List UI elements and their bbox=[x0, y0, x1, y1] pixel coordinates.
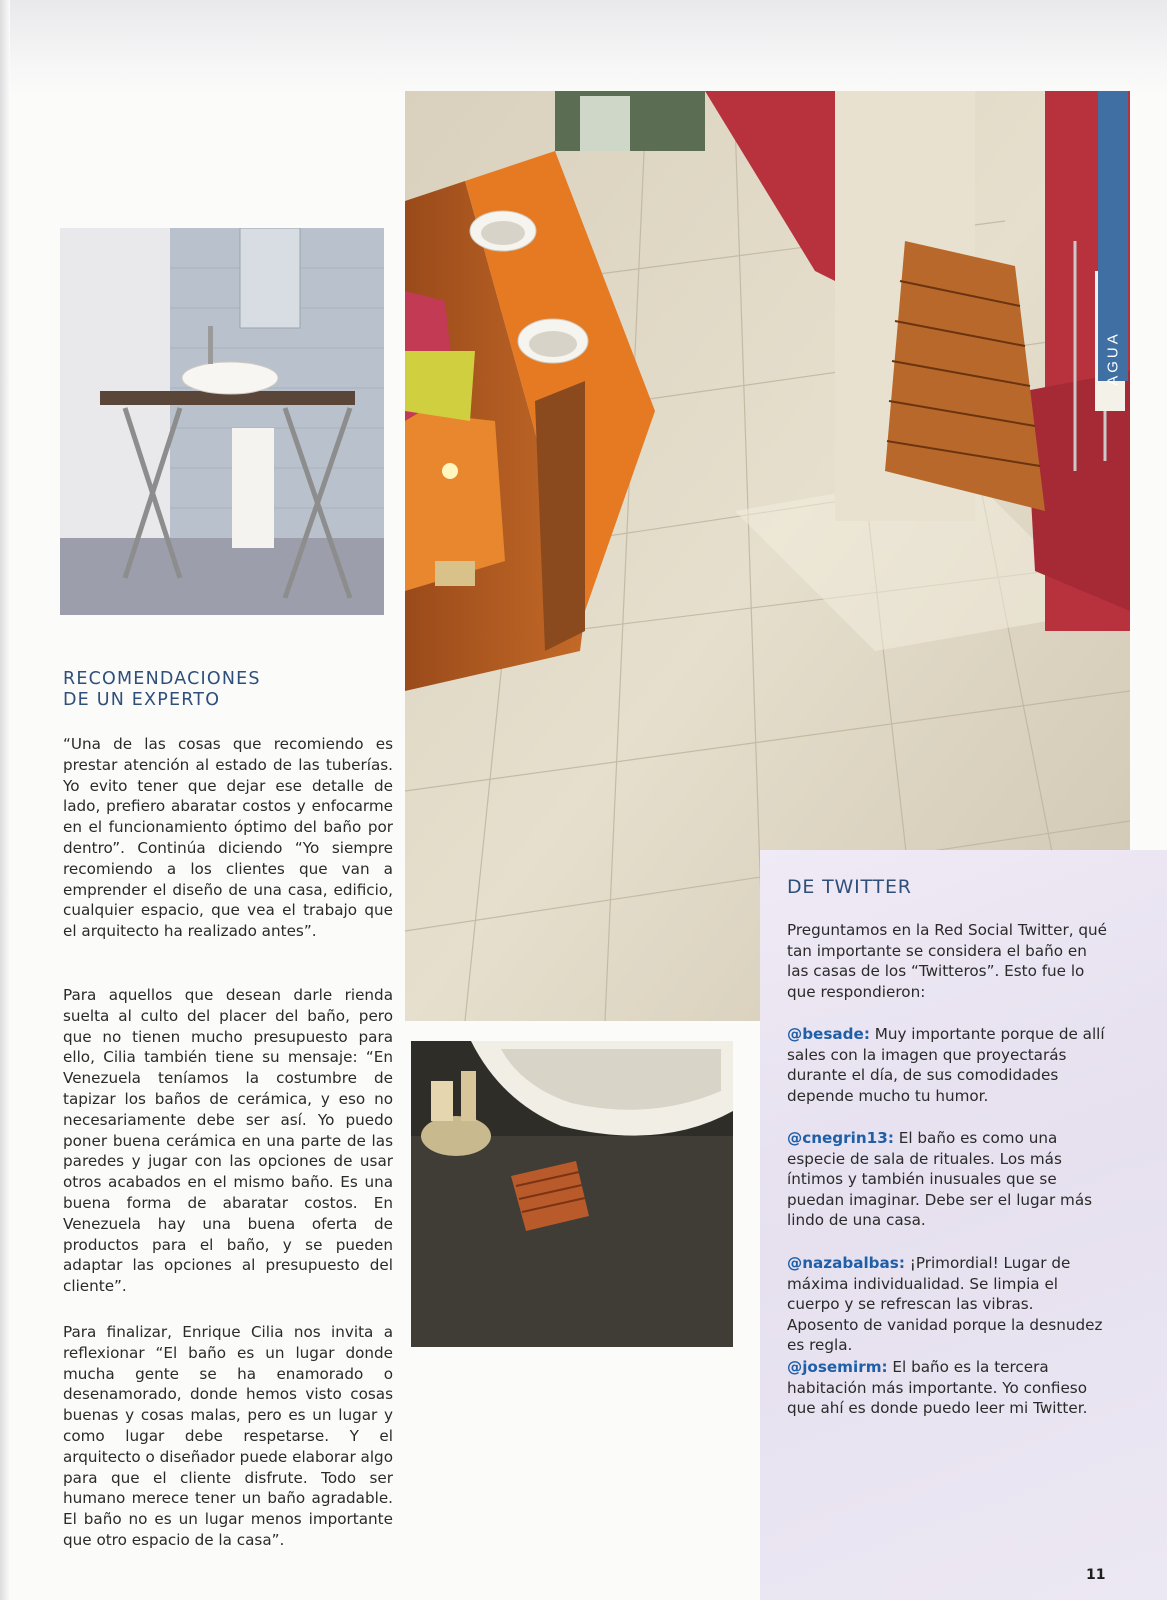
expert-heading-line2: DE UN EXPERTO bbox=[63, 690, 221, 710]
twitter-response-text: El baño es como una especie de sala de rituales. Los más íntimos y también inusuales que se puedan imaginar. Debe ser el lugar más lindo de una casa. bbox=[787, 1129, 1093, 1230]
twitter-handle: @besade: bbox=[787, 1025, 870, 1043]
twitter-response bbox=[787, 1128, 1107, 1231]
section-tab bbox=[1098, 91, 1128, 386]
twitter-response bbox=[787, 1024, 1107, 1106]
twitter-intro: Preguntamos en la Red Social Twitter, qué tan importante se considera el baño en las casas de los “Twitteros”. Esto fue lo que respondieron: bbox=[787, 921, 1107, 1001]
vanity-photo bbox=[60, 228, 384, 615]
twitter-title: DE TWITTER bbox=[787, 876, 912, 898]
twitter-handle: @cnegrin13: bbox=[787, 1129, 894, 1147]
twitter-handle: @josemirm: bbox=[787, 1358, 888, 1376]
expert-paragraph: “Una de las cosas que recomiendo es prestar atención al estado de las tuberías. Yo evito tener que dejar ese detalle de lado, prefiero abaratar costos y enfocarme en el funcionamiento óptimo del baño por dentro”. Continúa diciendo “Yo siempre recomiendo a los clientes que van a emprender el diseño de una casa, edificio, cualquier espacio, que vea el trabajo que el arquitecto ha realizado antes”. bbox=[63, 735, 393, 941]
page-top-edge bbox=[0, 0, 1167, 96]
expert-heading bbox=[63, 669, 393, 711]
bathtub-photo bbox=[411, 1041, 733, 1347]
expert-paragraph: Para aquellos que desean darle rienda suelta al culto del placer del baño, pero que no tienen mucho presupuesto para ello, Cilia también tiene su mensaje: “En Venezuela teníamos la costumbre de tapizar los baños de cerámica, y eso no necesariamente debe ser así. Yo puedo poner buena cerámica en una parte de las paredes y jugar con las opciones de usar otros acabados en el mismo baño. Es una buena forma de abaratar costos. En Venezuela hay una buena oferta de productos para el baño, y se pueden adaptar las opciones al presupuesto del cliente”. bbox=[63, 986, 393, 1296]
expert-paragraph: Para finalizar, Enrique Cilia nos invita a reflexionar “El baño es un lugar donde mucha gente se ha enamorado o desenamorado, donde hemos visto cosas buenas y cosas malas, pero es un lugar y como lugar debe respetarse. Y el arquitecto o diseñador puede elaborar algo para que el cliente disfrute. Todo ser humano merece tener un baño agradable. El baño no es un lugar menos importante que otro espacio de la casa”. bbox=[63, 1323, 393, 1549]
page-left-edge bbox=[0, 0, 10, 1600]
expert-heading-line1: RECOMENDACIONES bbox=[63, 669, 261, 689]
twitter-response-text: El baño es la tercera habitación más importante. Yo confieso que ahí es donde puedo leer mi Twitter. bbox=[787, 1358, 1088, 1418]
section-tab-label: AGUA bbox=[1104, 331, 1122, 386]
twitter-response-text: ¡Primordial! Lugar de máxima individualidad. Se limpia el cuerpo y se refrescan las vibras. Aposento de vanidad porque la desnudez es regla. bbox=[787, 1254, 1103, 1355]
twitter-response bbox=[787, 1253, 1107, 1356]
twitter-response-text: Muy importante porque de allí sales con la imagen que proyectarás durante el día, de sus comodidades depende mucho tu humor. bbox=[787, 1025, 1105, 1105]
twitter-response bbox=[787, 1357, 1107, 1419]
twitter-handle: @nazabalbas: bbox=[787, 1254, 905, 1272]
page-number: 11 bbox=[1086, 1567, 1106, 1583]
